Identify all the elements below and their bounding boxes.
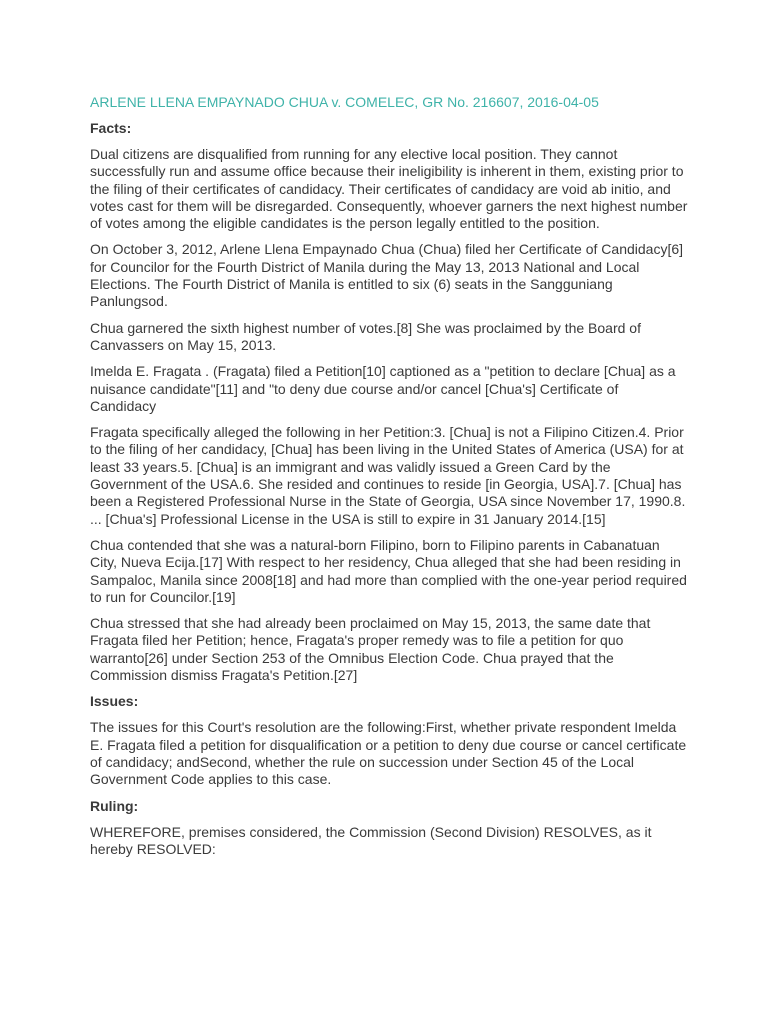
facts-paragraph: Chua stressed that she had already been proclaimed on May 15, 2013, the same date that Fragata filed her Petition; hence, Fragata's proper remedy was to file a petition for quo warranto[26] under Section 253 of the Omnibus Election Code. Chua prayed that the Commission dismiss Fragata's Petition.[27]: [90, 615, 651, 684]
case-title: ARLENE LLENA EMPAYNADO CHUA v. COMELEC, GR No. 216607, 2016-04-05: [90, 94, 599, 110]
facts-paragraph: Dual citizens are disqualified from running for any elective local position. They cannot successfully run and assume office because their ineligibility is inherent in them, existing prior to the filing of their certificates of candidacy. Their certificates of candidacy are void ab initio, and votes cast for them will be disregarded. Consequently, whoever garners the next highest number of votes among the eligible candidates is the person legally entitled to the position.: [90, 146, 688, 232]
facts-paragraph: Chua contended that she was a natural-born Filipino, born to Filipino parents in Cabanatuan City, Nueva Ecija.[17] With respect to her residency, Chua alleged that she had been residing in Sampaloc, Manila since 2008[18] and had more than complied with the one-year period required to run for Councilor.[19]: [90, 536, 687, 605]
issues-section: [90, 693, 688, 788]
issues-paragraph: The issues for this Court's resolution are the following:First, whether private respondent Imelda E. Fragata filed a petition for disqualification or a petition to deny due course or cancel certificate of candidacy; andSecond, whether the rule on succession under Section 45 of the Local Government Code applies to this case.: [90, 719, 687, 788]
facts-paragraph: Chua garnered the sixth highest number of votes.[8] She was proclaimed by the Board of Canvassers on May 15, 2013.: [90, 319, 641, 353]
facts-paragraph: Imelda E. Fragata . (Fragata) filed a Petition[10] captioned as a "petition to declare [Chua] as a nuisance candidate"[11] and "to deny due course and/or cancel [Chua's] Certificate of Candidacy: [90, 363, 676, 414]
facts-paragraph: Fragata specifically alleged the following in her Petition:3. [Chua] is not a Filipino Citizen.4. Prior to the filing of her candidacy, [Chua] has been living in the United States of America (USA) for at least 33 years.5. [Chua] is an immigrant and was validly issued a Green Card by the Government of the USA.6. She resided and continues to reside [in Georgia, USA].7. [Chua] has been a Registered Professional Nurse in the State of Georgia, USA since November 17, 1990.8. ... [Chua's] Professional License in the USA is still to expire in 31 January 2014.[15]: [90, 424, 686, 527]
facts-heading: Facts:: [90, 120, 132, 136]
ruling-section: [90, 798, 688, 859]
ruling-paragraph: WHEREFORE, premises considered, the Commission (Second Division) RESOLVES, as it hereby RESOLVED:: [90, 823, 652, 857]
facts-paragraph: On October 3, 2012, Arlene Llena Empaynado Chua (Chua) filed her Certificate of Candidacy[6] for Councilor for the Fourth District of Manila during the May 13, 2013 National and Local Elections. The Fourth District of Manila is entitled to six (6) seats in the Sangguniang Panlungsod.: [90, 241, 684, 310]
facts-section: [90, 120, 688, 684]
issues-heading: Issues:: [90, 693, 139, 710]
ruling-heading: Ruling:: [90, 797, 139, 814]
